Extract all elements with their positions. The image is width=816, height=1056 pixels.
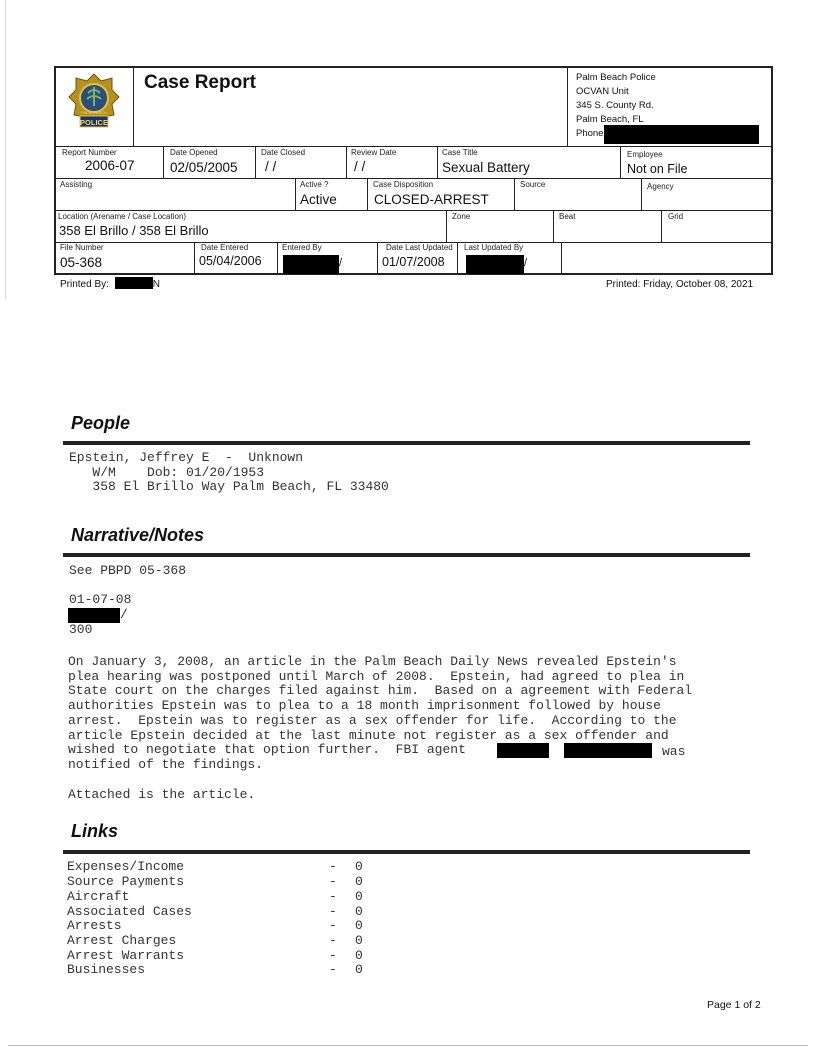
link-name: Arrest Charges	[67, 933, 177, 948]
report-number-label: Report Number	[62, 148, 117, 157]
file-number-label: File Number	[60, 243, 104, 252]
printed-by	[60, 277, 160, 290]
logo-police-text: POLICE	[80, 118, 108, 127]
links-heading: Links	[71, 821, 119, 841]
person-name-line: Epstein, Jeffrey E - Unknown	[69, 450, 304, 465]
link-name: Arrests	[67, 918, 122, 933]
link-count: 0	[355, 962, 363, 977]
review-date-label: Review Date	[351, 148, 397, 157]
date-entered-label: Date Entered	[201, 243, 249, 252]
logo-top-text: PALM BEACH	[81, 110, 107, 115]
date-entered-value: 05/04/2006	[199, 254, 262, 268]
links-row	[67, 933, 367, 948]
see-reference: See PBPD 05-368	[69, 563, 187, 578]
header-row-file	[56, 242, 771, 275]
header-title-row	[56, 68, 771, 146]
agency-line: OCVAN Unit	[576, 86, 629, 97]
agency-phone-label: Phone	[576, 128, 604, 139]
col-divider	[620, 147, 621, 178]
narrative-line: article Epstein decided at the last minute not register as a sex offender and	[68, 727, 669, 743]
col-divider	[277, 243, 278, 275]
col-divider	[437, 147, 438, 178]
agency-line: Palm Beach Police	[576, 72, 656, 83]
person-address-line: 358 El Brillo Way Palm Beach, FL 33480	[69, 479, 389, 495]
header-row-assisting	[56, 178, 771, 210]
col-divider	[295, 179, 296, 210]
col-divider	[457, 243, 458, 275]
file-number-value: 05-368	[60, 255, 103, 270]
col-divider	[661, 211, 662, 242]
entered-by-label: Entered By	[282, 243, 322, 252]
header-row-location	[56, 210, 771, 242]
link-count: 0	[355, 918, 363, 933]
last-updated-by-label: Last Updated By	[464, 243, 524, 252]
links-row	[67, 962, 367, 977]
case-title-label: Case Title	[442, 148, 478, 157]
redacted-agent-last	[564, 743, 652, 758]
links-row	[67, 904, 367, 919]
narrative-line: arrest. Epstein was to register as a sex offender for life. According to the	[68, 712, 677, 728]
case-disposition-label: Case Disposition	[373, 180, 434, 189]
employee-label: Employee	[627, 150, 663, 159]
link-dash: -	[329, 904, 337, 919]
case-title-value: Sexual Battery	[442, 160, 530, 175]
case-disposition-value: CLOSED-ARREST	[374, 192, 489, 207]
logo-divider	[133, 68, 134, 146]
link-dash: -	[329, 933, 337, 948]
police-badge-logo	[68, 73, 120, 133]
col-divider	[346, 147, 347, 178]
link-dash: -	[329, 859, 337, 874]
link-count: 0	[355, 904, 363, 919]
attached-note: Attached is the article.	[68, 787, 256, 802]
redacted-last-updated-by	[466, 255, 524, 274]
narrative-line: On January 3, 2008, an article in the Palm Beach Daily News revealed Epstein's	[68, 654, 677, 669]
date-closed-value: / /	[265, 159, 277, 174]
col-divider	[367, 179, 368, 210]
col-divider	[641, 179, 642, 210]
officer-suffix: /	[120, 607, 128, 622]
narrative-heading: Narrative/Notes	[71, 525, 205, 545]
printed-by-label: Printed By:	[60, 279, 109, 290]
link-dash: -	[329, 962, 337, 977]
page-number: Page 1 of 2	[707, 999, 761, 1011]
employee-value: Not on File	[627, 162, 688, 176]
links-row	[67, 918, 367, 933]
location-value: 358 El Brillo / 358 El Brillo	[59, 223, 209, 238]
link-dash: -	[329, 918, 337, 933]
agency-line: Palm Beach, FL	[576, 114, 644, 125]
redacted-printed-by	[115, 277, 153, 289]
printed-by-suffix: N	[152, 279, 160, 290]
narrative-tail: was	[662, 744, 686, 759]
report-number-value: 2006-07	[85, 158, 135, 173]
active-label: Active ?	[300, 180, 329, 189]
review-date-value: / /	[354, 159, 366, 174]
date-opened-label: Date Opened	[170, 148, 218, 157]
links-row	[67, 874, 367, 889]
narrative-rule	[63, 553, 750, 557]
col-divider	[514, 179, 515, 210]
agency-line: 345 S. County Rd.	[576, 100, 654, 111]
case-header-box	[54, 66, 773, 275]
link-name: Arrest Warrants	[67, 948, 185, 963]
redacted-agent-first	[497, 743, 549, 758]
people-heading: People	[71, 413, 131, 433]
date-closed-label: Date Closed	[261, 148, 306, 157]
narrative-line: notified of the findings.	[68, 756, 264, 772]
scan-bottom-edge	[8, 1045, 808, 1046]
person-demographics-line: W/M Dob: 01/20/1953	[69, 464, 265, 480]
links-rule	[63, 850, 750, 854]
zone-label: Zone	[452, 212, 471, 221]
col-divider	[163, 147, 164, 178]
link-name: Aircraft	[67, 889, 130, 904]
narrative-line: State court on the charges filed against him. Based on a agreement with Federal	[68, 683, 693, 699]
col-divider	[255, 147, 256, 178]
location-label: Location (Arename / Case Location)	[58, 212, 187, 221]
date-last-updated-label: Date Last Updated	[386, 243, 453, 252]
link-count: 0	[355, 933, 363, 948]
note-code: 300	[69, 622, 93, 637]
printed-date: Printed: Friday, October 08, 2021	[606, 279, 754, 290]
links-row	[67, 948, 367, 963]
agency-divider	[567, 68, 568, 146]
active-value: Active	[300, 192, 337, 207]
scan-edge-line	[5, 0, 6, 300]
col-divider	[194, 243, 195, 275]
link-name: Associated Cases	[67, 904, 192, 919]
link-dash: -	[329, 948, 337, 963]
beat-label: Beat	[559, 212, 576, 221]
col-divider	[377, 243, 378, 275]
link-dash: -	[329, 889, 337, 904]
narrative-line: authorities Epstein was to plea to a 18 month imprisonment followed by house	[68, 698, 661, 714]
links-row	[67, 859, 367, 874]
date-opened-value: 02/05/2005	[170, 160, 238, 175]
date-last-updated-value: 01/07/2008	[382, 255, 445, 269]
link-count: 0	[355, 859, 363, 874]
assisting-label: Assisting	[60, 180, 93, 189]
note-date: 01-07-08	[69, 592, 132, 607]
narrative-line: wished to negotiate that option further. FBI agent	[68, 742, 466, 758]
entered-by-suffix: /	[339, 257, 343, 269]
report-title: Case Report	[144, 72, 256, 93]
people-rule	[63, 441, 750, 445]
link-name: Expenses/Income	[67, 859, 185, 874]
redacted-phone	[604, 125, 759, 144]
col-divider	[553, 211, 554, 242]
links-row	[67, 889, 367, 904]
people-block	[69, 451, 389, 495]
link-name: Source Payments	[67, 874, 185, 889]
link-count: 0	[355, 948, 363, 963]
link-dash: -	[329, 874, 337, 889]
grid-label: Grid	[668, 212, 684, 221]
col-divider	[561, 243, 562, 275]
redacted-entered-by	[283, 255, 339, 274]
agency-label: Agency	[647, 182, 674, 191]
col-divider	[446, 211, 447, 242]
redacted-officer	[68, 608, 120, 623]
header-row-report	[56, 146, 771, 178]
link-name: Businesses	[67, 962, 146, 977]
source-label: Source	[520, 180, 546, 189]
narrative-line: plea hearing was postponed until March of 2008. Epstein, had agreed to plea in	[68, 668, 685, 684]
link-count: 0	[355, 874, 363, 889]
last-updated-by-suffix: /	[524, 257, 528, 269]
link-count: 0	[355, 889, 363, 904]
